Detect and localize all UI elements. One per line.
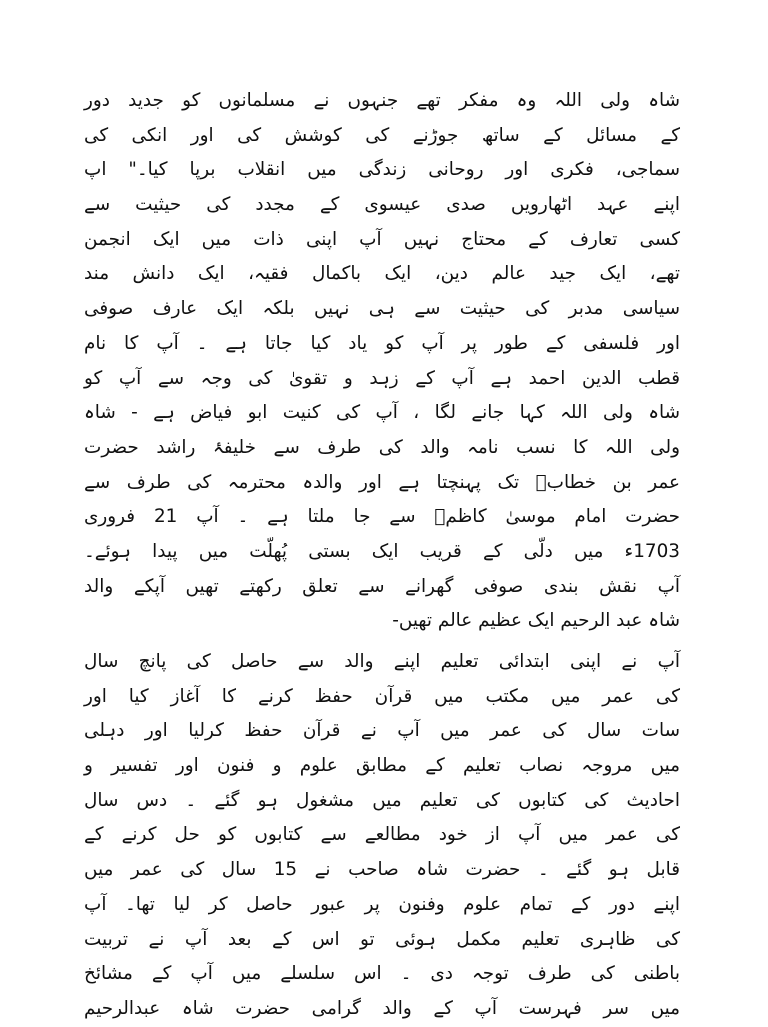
document-page — [84, 84, 680, 1027]
paragraph-introduction — [84, 84, 680, 639]
text-line: کی عمر میں آپ از خود مطالعے سے کتابوں کو حل کرنے کے — [84, 824, 680, 846]
text-line: ولی اللہ کا نسب نامہ والد کی طرف سے خلیفۂ راشد حضرت — [84, 436, 680, 458]
text-line: میں سر فہرست آپ کے والد گرامی حضرت شاہ عبدالرحیم — [84, 997, 680, 1019]
text-line: عمر بن خطابؓ تک پہنچتا ہے اور والدہ محترمہ کی طرف سے — [84, 471, 680, 493]
text-line: اپنے دور کے تمام علوم وفنون پر عبور حاصل کر لیا تھا۔ آپ — [84, 893, 680, 915]
text-line: قطب الدین احمد ہے آپ کے زہد و تقویٰ کی وجہ سے آپ کو — [84, 367, 680, 389]
text-line: کسی تعارف کے محتاج نہیں آپ اپنی ذات میں ایک انجمن — [84, 228, 680, 250]
text-line: کی ظاہری تعلیم مکمل ہوئی تو اس کے بعد آپ نے تربیت — [84, 928, 680, 950]
text-line: سیاسی مدبر کی حیثیت سے ہی نہیں بلکہ ایک عارف صوفی — [84, 298, 680, 320]
text-line: سماجی، فکری اور روحانی زندگی میں انقلاب برپا کیا۔" اپ — [84, 159, 680, 181]
text-line: میں مروجہ نصاب تعلیم کے مطابق علوم و فنون اور تفسیر و — [84, 755, 680, 777]
text-line: شاہ ولی اللہ وہ مفکر تھے جنہوں نے مسلمانوں کو جدید دور — [84, 90, 680, 111]
text-line: کے مسائل کے ساتھ جوڑنے کی کوشش کی اور انکی کی — [84, 124, 680, 146]
text-line: شاہ ولی اللہ کہا جانے لگا ، آپ کی کنیت ابو فیاض ہے - شاہ — [84, 402, 680, 424]
text-line: باطنی کی طرف توجہ دی ۔ اس سلسلے میں آپ کے مشائخ — [84, 963, 680, 985]
text-line: اپنے عہد اٹھارویں صدی عیسوی کے مجدد کی حیثیت سے — [84, 194, 680, 216]
text-line: آپ نقش بندی صوفی گھرانے سے تعلق رکھتے تھیں آپکے والد — [84, 575, 680, 597]
text-line: آپ نے اپنی ابتدائی تعلیم اپنے والد سے حاصل کی پانچ سال — [84, 651, 680, 672]
text-line-last: شاہ عبد الرحیم ایک عظیم عالم تھیں- — [392, 610, 680, 632]
text-line: احادیث کی کتابوں کی تعلیم میں مشغول ہو گئے ۔ دس سال — [84, 789, 680, 811]
text-line: کی عمر میں مکتب میں قرآن حفظ کرنے کا آغاز کیا اور — [84, 685, 680, 707]
text-line: اور فلسفی کے طور پر آپ کو یاد کیا جاتا ہے ۔ آپ کا نام — [84, 332, 680, 354]
text-line: تھے، ایک جید عالم دین، ایک باکمال فقیہ، ایک دانش مند — [84, 263, 680, 285]
text-line: حضرت امام موسیٰ کاظمؒ سے جا ملتا ہے ۔ آپ 21 فروری — [84, 506, 680, 528]
text-line: 1703ء میں دلّی کے قریب ایک بستی پُھلّت میں پیدا ہوئے۔ — [84, 540, 680, 562]
text-line: سات سال کی عمر میں آپ نے قرآن حفظ کرلیا اور دہلی — [84, 720, 680, 742]
text-line: قابل ہو گئے ۔ حضرت شاہ صاحب نے 15 سال کی عمر میں — [84, 859, 680, 881]
paragraph-education — [84, 645, 680, 1027]
